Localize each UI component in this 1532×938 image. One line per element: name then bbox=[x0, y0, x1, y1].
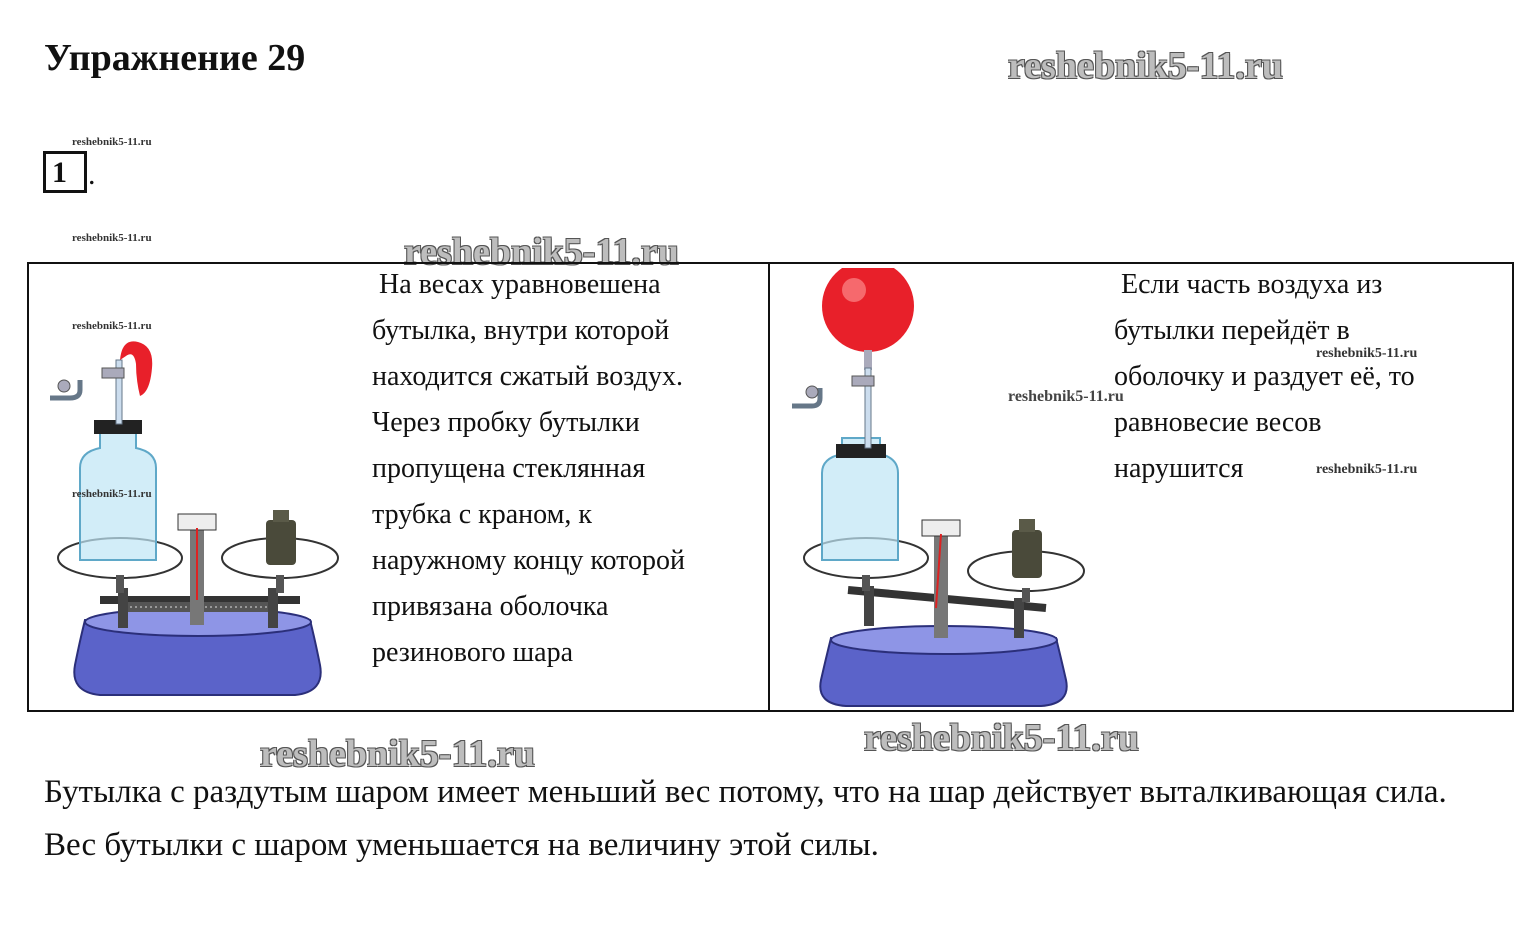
task-number: 1 bbox=[43, 151, 87, 193]
watermark: reshebnik5-11.ru bbox=[404, 231, 679, 273]
watermark-small: reshebnik5-11.ru bbox=[1316, 462, 1418, 477]
page-title: Упражнение 29 bbox=[44, 37, 306, 79]
watermark: reshebnik5-11.ru bbox=[864, 717, 1139, 759]
watermark-small: reshebnik5-11.ru bbox=[1316, 346, 1418, 361]
watermark-small: reshebnik5-11.ru bbox=[72, 232, 152, 244]
watermark-small: reshebnik5-11.ru bbox=[72, 320, 152, 332]
answer-text: Бутылка с раздутым шаром имеет меньший вес потому, что на шар действует выталкивающая сила. Вес бутылки с шаром уменьшается на величину этой силы. bbox=[44, 774, 1447, 863]
scale-illustration-left bbox=[40, 320, 360, 710]
scale-illustration-right bbox=[786, 268, 1096, 708]
task-number-dot: . bbox=[88, 158, 96, 191]
watermark: reshebnik5-11.ru bbox=[1008, 45, 1283, 87]
watermark: reshebnik5-11.ru bbox=[260, 733, 535, 775]
watermark-small: reshebnik5-11.ru bbox=[72, 488, 152, 500]
panel-left-text: На весах уравновешена бутылка, внутри которой находится сжатый воздух. Через пробку бутылки пропущена стеклянная трубка с краном, к наружному концу которой привязана оболочка резинового шара bbox=[372, 269, 686, 668]
watermark-small: reshebnik5-11.ru bbox=[72, 136, 152, 148]
frame-divider bbox=[768, 262, 770, 712]
panel-right-text: Если часть воздуха из бутылки перейдёт в оболочку и раздует её, то равновесие весов нарушится bbox=[1114, 269, 1415, 484]
watermark-medium: reshebnik5-11.ru bbox=[1008, 388, 1124, 405]
